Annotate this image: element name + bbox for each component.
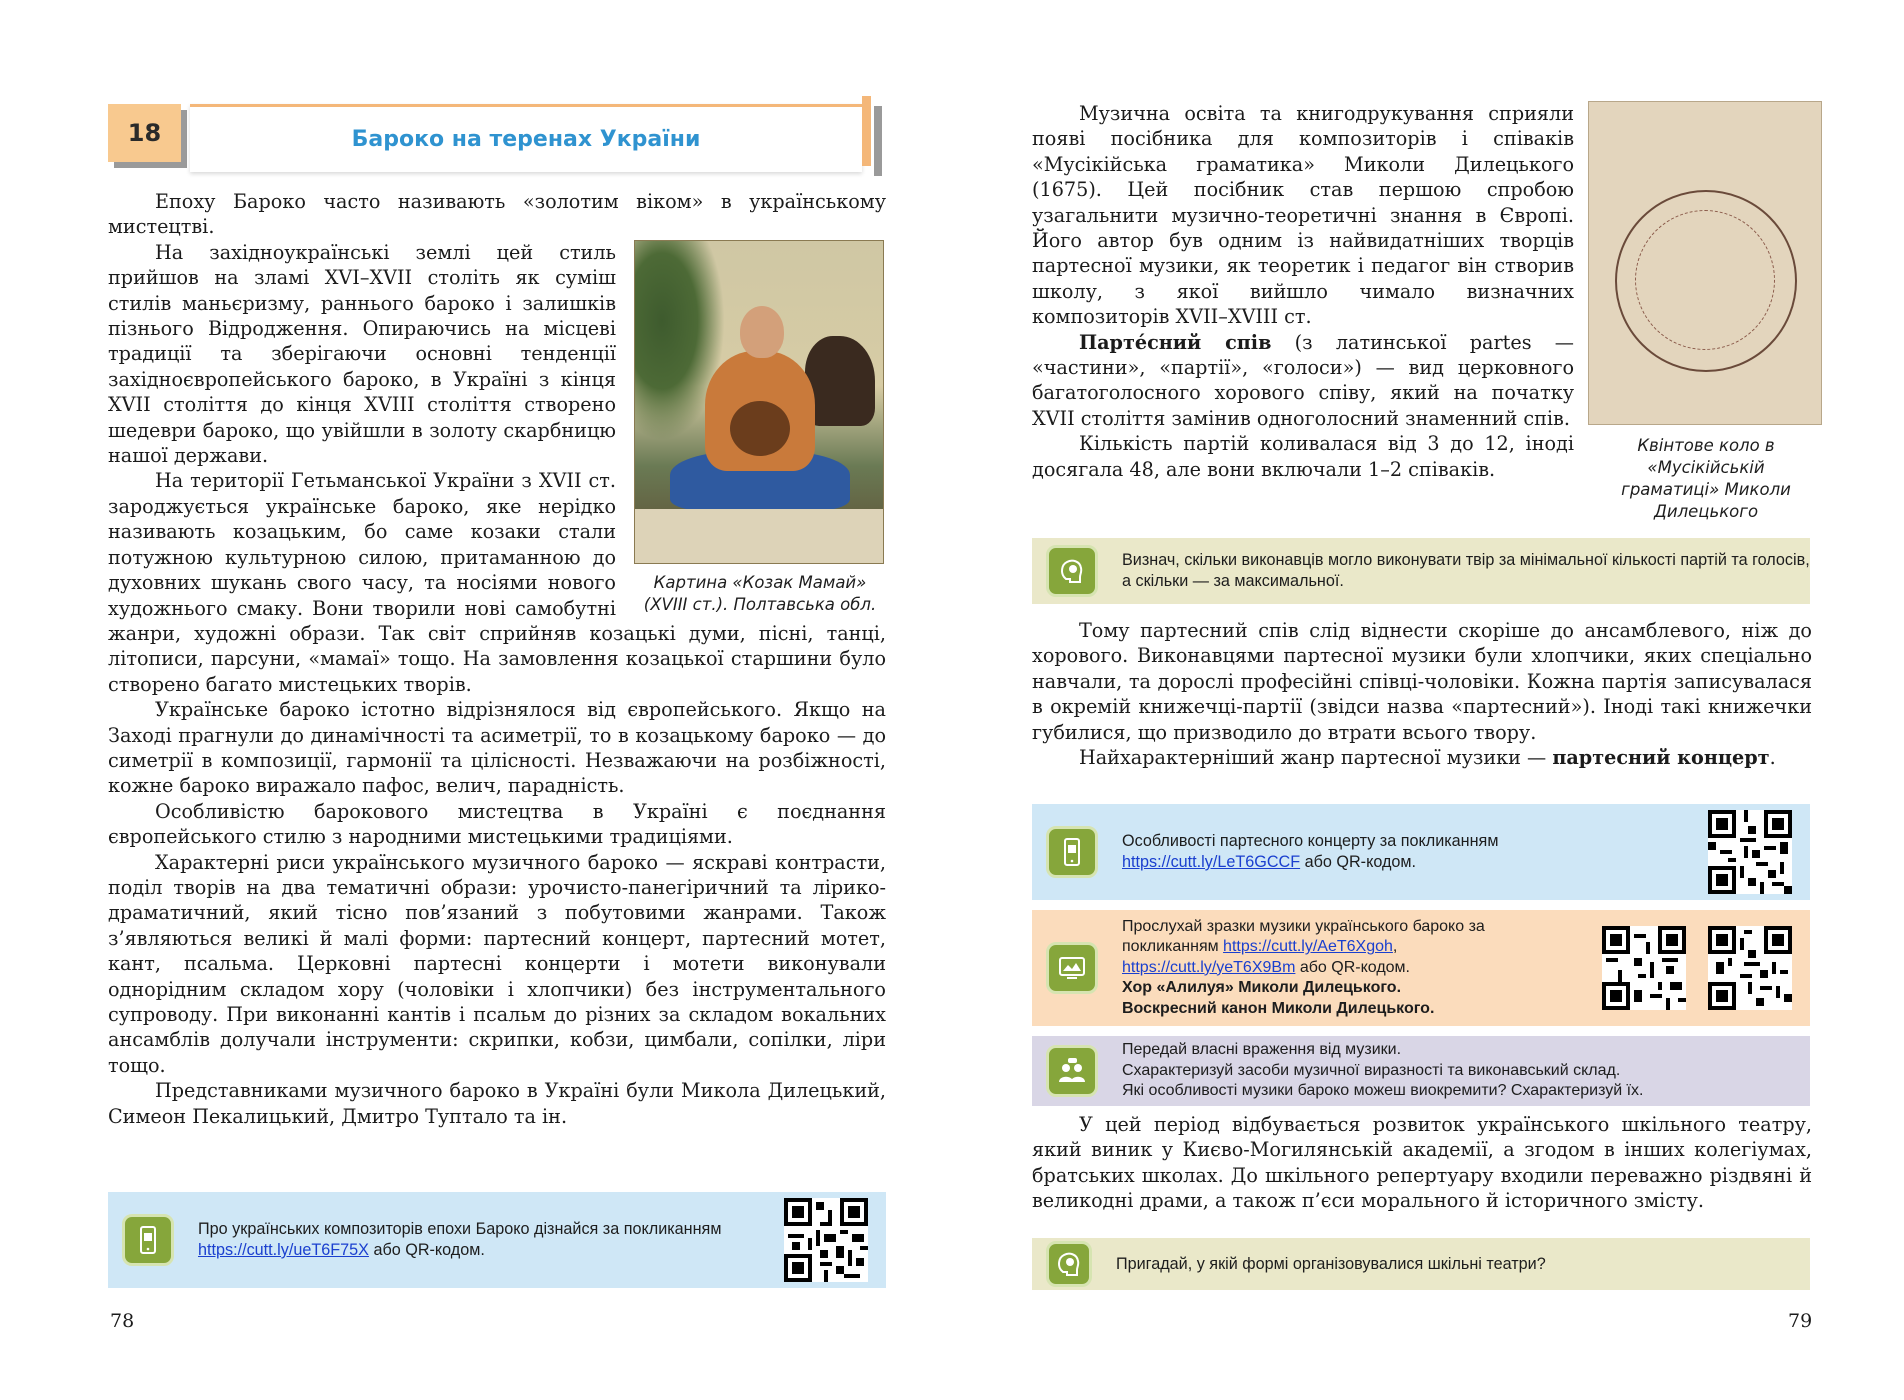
phone-qr-icon [122,1214,174,1266]
paragraph: Найхарактерніший жанр партесної музики — партесний концерт. [1079,746,1776,770]
paragraph: Парте́сний спів (з латинської partes — «частини», «партії», «голоси») — вид церковного багатоголосного хорового співу, який на початку XVII століття замінив одноголосний знаменний спів. [1032,330,1574,430]
paragraph: На західноукраїнські землі цей стиль прийшов на зламі XVI–XVII століть як суміш стилів маньєризму, раннього бароко і залишків пізнього Відродження. Опираючись на місцеві традиції та зберігаючи основні тенденції західноєвропейського бароко, в Україні з кінця XVII століття до кінця XVIII століття створено шедеври бароко, що увійшли в золоту скарбницю нашої держави. [108,240,616,468]
paragraph: Представниками музичного бароко в Україні були Микола Дилецький, Симеон Пекалицький, Дмитро Туптало та ін. [108,1079,886,1128]
concert-info-box [1032,804,1810,900]
paragraph: Особливістю барокового мистецтва в Україні є поєднання європейського стилю з народними мистецькими традиціями. [108,799,886,849]
concert-info-text: Особливості партесного концерту за покликанням https://cutt.ly/LeT6GCCF або QR-кодом. [1122,832,1499,871]
task-text-performers: Визнач, скільки виконавців могло виконувати твір за мінімальної кількості партій та голосів, а скільки — за максимальної. [1122,551,1810,590]
paragraph: Тому партесний спів слід віднести скоріше до ансамблевого, ніж до хорового. Виконавцями партесної музики були хлопчики, яких спеціально навчали, та дорослі професійні співці-чоловіки. Кожна партія записувалася в окремій книжечці-партії (звідси назва «партесний»). Іноді такі книжечки губилися, що призводило до втрати всього твору. [1032,619,1812,744]
concert-link[interactable]: https://cutt.ly/LeT6GCCF [1122,853,1301,871]
term-partes-singing: Парте́сний спів [1079,330,1272,354]
right-body-text-middle [1032,618,1812,770]
listen-link-1[interactable]: https://cutt.ly/AeT6Xgoh [1223,938,1393,956]
impressions-text: Передай власні враження від музики. Схарактеризуй засоби музичної виразності та виконавський склад. Які особливості музики бароко можеш виокремити? Схарактеризуй їх. [1122,1041,1644,1100]
paragraph: На території Гетьманської України з XVII ст. зароджується українське бароко, яке нерідко називають козацьким, бо саме козаки стали потужною культурною силою, притаманною до духовних шукань свого часу, та носіями нового художнього смаку. Вони творили нові самобутні жанри, художні образи. Так світ сприйняв козацькі думи, пісні, танці, літописи, парсуни, «мамаї» тощо. На замовлення козацької старшини було створено багато мистецьких творів. [108,469,886,696]
page-number: 78 [110,1310,135,1332]
quintile-circle-caption: Квінтове коло в «Мусікійській граматиці» Миколи Дилецького [1621,436,1791,521]
phone-qr-icon [1046,826,1098,878]
kobza-shape [730,401,790,456]
lesson-title: Бароко на теренах України [190,104,862,172]
quintile-circle-manuscript [1588,101,1822,425]
quintile-circle-inner [1635,210,1775,350]
track-title-canon: Воскресний канон Миколи Дилецького. [1122,999,1435,1017]
right-body-text-top [1032,101,1812,527]
listen-examples-box [1032,910,1810,1026]
title-accent-bar [862,96,871,166]
paragraph: Характерні риси українського музичного бароко — яскраві контрасти, поділ творів на два тематичні образи: урочисто-панегіричний та лірико-драматичний, який тісно пов’язаний з побутовими жанрами. Також з’являються великі й малі форми: партесний концерт, партесний мотет, кант, псальма. Церковні партесні концерти і мотети виконували однорідним складом хору (чоловіки і хлопчики) без інструментального супроводу. При виконанні кантів і псальм до різних за складом вокальних ансамблів долучали інструменти: скрипки, кобзи, цимбали, сопілки, ліри тощо. [108,850,886,1077]
kozak-mamai-figure [634,240,886,616]
kozak-mamai-caption: Картина «Козак Мамай» (XVIII ст.). Полтавська обл. [643,572,877,614]
task-box-school-theatre [1032,1238,1810,1290]
horse-shape [805,336,875,426]
composers-link[interactable]: https://cutt.ly/ueT6F75X [198,1241,369,1259]
painting-inscription [635,509,883,563]
listen-video-icon [1046,942,1098,994]
listen-examples-text: Прослухай зразки музики українського бароко за покликанням https://cutt.ly/AeT6Xgoh, https://cutt.ly/yeT6X9Bm або QR-кодом. Хор «Алилуя» Миколи Дилецького. Воскресний канон Миколи Дилецького. [1122,917,1485,1017]
track-title-alleluia: Хор «Алилуя» Миколи Дилецького. [1122,979,1402,997]
term-partes-concert: партесний концерт [1552,746,1770,770]
discussion-people-icon [1046,1045,1098,1097]
listen-link-2[interactable]: https://cutt.ly/yeT6X9Bm [1122,958,1296,976]
quintile-circle-figure [1588,101,1824,523]
composers-info-box [108,1192,886,1288]
paragraph: Музична освіта та книгодрукування сприяли появі посібника для композиторів і співаків «Мусікійська граматика» Миколи Дилецького (1675). Цей посібник став першою спробою узагальнити музично-теоретичні знання в Європі. Його автор був одним із найвидатніших творців партесної музики, як теоретик і педагог він створив школу, з якої вийшло чимало визначних композиторів XVII–XVIII ст. [1032,102,1574,329]
page-number: 79 [1788,1310,1813,1332]
right-page [952,0,1904,1400]
paragraph: У цей період відбувається розвиток українського шкільного театру, який виник у Києво-Могилянській академії, а згодом в інших колегіумах, братських школах. До шкільного репертуару входили переважно різдвяні й великодні драми, а також п’єси морального й історичного змісту. [1032,1113,1812,1213]
lightbulb-head-icon [1046,545,1098,597]
qr-code[interactable] [1708,926,1792,1010]
left-body-text [108,189,886,1129]
paragraph: Кількість партій коливалася від 3 до 12, іноді досягала 48, але вони включали 1–2 співаків. [1032,432,1574,481]
lightbulb-head-icon [1046,1241,1092,1287]
cossack-head-shape [740,306,784,358]
kozak-mamai-painting [634,240,884,564]
title-shadow-bar [874,106,882,176]
right-body-text-bottom [1032,1112,1812,1214]
lesson-number: 18 [108,104,181,162]
impressions-box [1032,1036,1810,1106]
task-box-performers [1032,538,1810,604]
paragraph: Українське бароко істотно відрізнялося від європейського. Якщо на Заході прагнули до динамічності та асиметрії, то в козацькому бароко — до симетрії в композиції, гармонії та цілісності. Незважаючи на розбіжності, кожне бароко виражало пафос, велич, парадність. [108,698,886,798]
composers-info-text: Про українських композиторів епохи Бароко дізнайся за покликанням https://cutt.ly/ueT6F75X або QR-кодом. [198,1220,722,1259]
qr-code[interactable] [1708,810,1792,894]
qr-code[interactable] [1602,926,1686,1010]
task-text-school-theatre: Пригадай, у якій формі організовувалися шкільні театри? [1116,1254,1546,1273]
qr-code[interactable] [784,1198,868,1282]
paragraph: Епоху Бароко часто називають «золотим віком» в українському мистецтві. [108,190,886,239]
